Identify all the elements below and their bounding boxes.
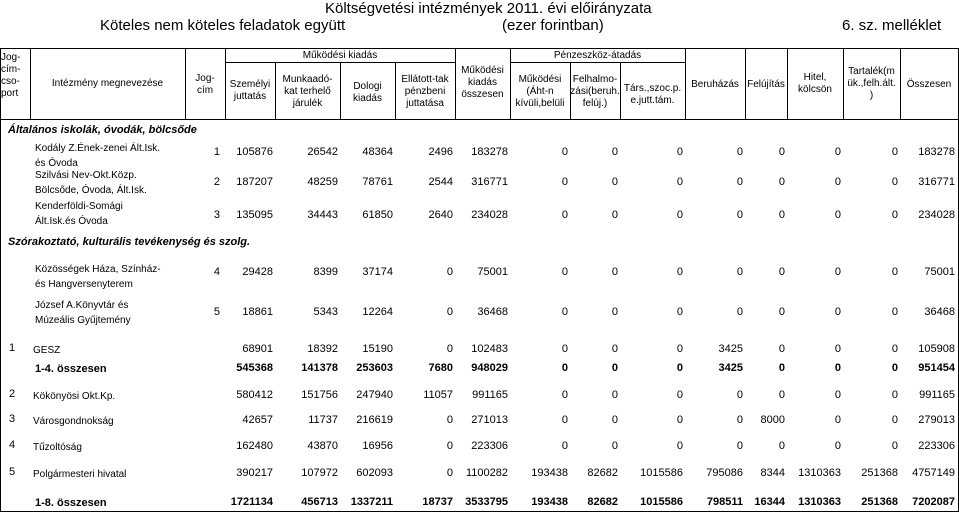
cell-value: 0 (736, 389, 743, 401)
cell-value: 0 (891, 176, 898, 188)
cell-value: 2640 (428, 209, 453, 221)
cell-value: 34443 (307, 209, 338, 221)
col-jogcimcsoport: Jog- cím- cso- port (1, 52, 21, 99)
cell-name: Közösségek Háza, Színház- és Hangversenyterem (35, 264, 161, 290)
cell-value: 0 (891, 343, 898, 355)
col-osszesen: Összesen (906, 79, 952, 90)
cell-value: 0 (611, 343, 618, 355)
cell-group: 2 (8, 388, 16, 400)
cell-value: 795086 (706, 467, 743, 479)
cell-value: 0 (676, 306, 683, 318)
cell-group: 4 (8, 439, 16, 451)
cell-jogcim: 1 (213, 146, 220, 158)
cell-value: 0 (778, 440, 785, 452)
cell-value: 0 (778, 209, 785, 221)
cell-value: 3425 (718, 362, 743, 374)
cell-value: 0 (611, 266, 618, 278)
cell-jogcim: 2 (213, 176, 220, 188)
cell-value: 135095 (236, 209, 273, 221)
cell-value: 0 (891, 440, 898, 452)
cell-value: 0 (676, 209, 683, 221)
cell-value: 456713 (301, 496, 338, 508)
cell-value: 75001 (477, 266, 508, 278)
cell-value: 0 (891, 306, 898, 318)
cell-value: 0 (891, 146, 898, 158)
cell-value: 193438 (531, 467, 568, 479)
cell-value: 78761 (362, 176, 393, 188)
cell-value: 0 (446, 414, 453, 426)
cell-name: Szilvási Nev-Okt.Közp. Bölcsőde, Óvoda, Ált.Isk. (35, 170, 147, 196)
col-hitel: Hitel, kölcsön (798, 72, 832, 95)
cell-value: 0 (611, 362, 618, 374)
col-tartalek: Tartalék(m ük.,felh.ált. ) (847, 66, 896, 101)
cell-value: 0 (611, 209, 618, 221)
cell-value: 61850 (362, 209, 393, 221)
cell-name: 1-4. összesen (35, 363, 107, 375)
cell-value: 0 (834, 176, 841, 188)
cell-value: 0 (561, 362, 568, 374)
cell-value: 798511 (706, 496, 743, 508)
section-label: Szórakoztató, kulturális tevékenység és szolg. (8, 236, 251, 248)
col-beruhazas: Beruházás (691, 79, 739, 90)
cell-value: 11057 (423, 389, 453, 401)
cell-value: 2544 (428, 176, 453, 188)
cell-value: 0 (834, 266, 841, 278)
cell-value: 0 (834, 362, 841, 374)
cell-value: 316771 (918, 176, 955, 188)
cell-value: 1337211 (350, 496, 393, 508)
cell-value: 279013 (918, 414, 955, 426)
cell-value: 0 (561, 414, 568, 426)
col-mukodesi-aht: Működési (Áht-n kívüli,belüli (515, 74, 565, 109)
cell-value: 141378 (301, 362, 338, 374)
cell-jogcim: 5 (213, 306, 220, 318)
cell-value: 0 (611, 414, 618, 426)
cell-value: 271013 (471, 414, 508, 426)
cell-value: 0 (778, 266, 785, 278)
cell-value: 105876 (236, 146, 273, 158)
appendix-label: 6. sz. melléklet (842, 17, 942, 34)
col-tars: Társ.,szoc.p. e.jutt.tám. (623, 83, 682, 106)
cell-value: 11737 (308, 414, 338, 426)
cell-value: 0 (446, 440, 453, 452)
cell-value: 82682 (587, 467, 618, 479)
cell-value: 48259 (307, 176, 338, 188)
cell-name: Kökönyösi Okt.Kp. (33, 391, 116, 402)
cell-value: 0 (676, 440, 683, 452)
cell-value: 0 (561, 306, 568, 318)
cell-value: 247940 (356, 389, 393, 401)
cell-value: 105908 (918, 343, 955, 355)
cell-value: 36468 (924, 306, 955, 318)
cell-value: 0 (676, 343, 683, 355)
col-mukodesi-kiadas: Működési kiadás (302, 50, 378, 61)
cell-value: 0 (561, 209, 568, 221)
cell-value: 16956 (362, 440, 393, 452)
cell-value: 15190 (362, 343, 393, 355)
cell-value: 545368 (236, 362, 273, 374)
cell-value: 951454 (918, 362, 955, 374)
cell-name: Polgármesteri hivatal (33, 469, 127, 480)
cell-value: 1100282 (465, 467, 508, 479)
cell-value: 0 (611, 306, 618, 318)
cell-value: 0 (891, 414, 898, 426)
cell-value: 0 (736, 176, 743, 188)
report-subtitle: Köteles nem köteles feladatok együtt (100, 17, 346, 34)
cell-value: 0 (611, 146, 618, 158)
cell-value: 251368 (861, 467, 898, 479)
col-ellatott: Ellátott-tak pénzbeni juttatása (401, 74, 449, 109)
cell-value: 7680 (428, 362, 453, 374)
cell-value: 8344 (760, 467, 785, 479)
col-jogcim: Jog- cím (195, 73, 215, 96)
cell-value: 0 (834, 414, 841, 426)
cell-value: 0 (676, 176, 683, 188)
cell-value: 1310363 (798, 496, 841, 508)
col-dologi: Dologi kiadás (353, 81, 382, 104)
cell-value: 37174 (362, 266, 393, 278)
cell-value: 0 (778, 306, 785, 318)
cell-name: Kodály Z.Ének-zenei Ált.Isk. és Óvoda (35, 143, 161, 169)
cell-value: 0 (736, 209, 743, 221)
cell-value: 0 (834, 146, 841, 158)
cell-value: 183278 (918, 146, 955, 158)
cell-value: 234028 (918, 209, 955, 221)
cell-value: 0 (446, 306, 453, 318)
currency-note: (ezer forintban) (502, 17, 604, 34)
cell-value: 107972 (301, 467, 338, 479)
cell-value: 193438 (531, 496, 568, 508)
col-szemelyi: Személyi juttatás (229, 79, 271, 102)
cell-value: 223306 (471, 440, 508, 452)
cell-name: GESZ (33, 345, 61, 356)
cell-value: 0 (834, 343, 841, 355)
cell-value: 0 (891, 209, 898, 221)
cell-value: 8399 (313, 266, 338, 278)
cell-value: 0 (834, 440, 841, 452)
cell-value: 29428 (242, 266, 273, 278)
cell-value: 0 (561, 343, 568, 355)
cell-value: 8000 (760, 414, 785, 426)
cell-value: 162480 (236, 440, 273, 452)
cell-value: 0 (778, 176, 785, 188)
col-felhalmozasi: Felhalmo- zási(beruh. felúj.) (570, 74, 620, 109)
cell-value: 0 (778, 389, 785, 401)
cell-value: 0 (834, 389, 841, 401)
cell-value: 0 (561, 266, 568, 278)
cell-value: 2496 (428, 146, 453, 158)
cell-value: 991165 (472, 389, 508, 401)
cell-value: 18392 (307, 343, 338, 355)
cell-value: 42657 (242, 414, 273, 426)
cell-value: 68901 (242, 343, 273, 355)
cell-jogcim: 4 (213, 266, 220, 278)
cell-value: 0 (736, 414, 743, 426)
cell-value: 580412 (236, 389, 273, 401)
cell-value: 1721134 (230, 496, 273, 508)
cell-value: 0 (736, 146, 743, 158)
cell-value: 234028 (471, 209, 508, 221)
cell-name: Városgondnokság (33, 416, 114, 427)
cell-value: 0 (676, 414, 683, 426)
cell-value: 36468 (477, 306, 508, 318)
cell-value: 183278 (471, 146, 508, 158)
cell-value: 18861 (242, 306, 273, 318)
cell-group: 3 (8, 413, 16, 425)
cell-value: 0 (778, 146, 785, 158)
cell-value: 26542 (307, 146, 338, 158)
cell-value: 3533795 (465, 496, 508, 508)
cell-value: 948029 (471, 362, 508, 374)
cell-value: 216619 (356, 414, 393, 426)
cell-name: Tűzoltóság (33, 442, 82, 453)
cell-jogcim: 3 (213, 209, 220, 221)
cell-value: 18737 (422, 496, 453, 508)
cell-value: 0 (676, 146, 683, 158)
cell-value: 0 (676, 389, 683, 401)
cell-value: 0 (611, 440, 618, 452)
cell-value: 16344 (754, 496, 785, 508)
cell-value: 0 (446, 266, 453, 278)
cell-value: 0 (561, 146, 568, 158)
cell-value: 12264 (362, 306, 393, 318)
cell-value: 75001 (924, 266, 955, 278)
col-munkaado: Munkaadó- kat terhelő járulék (282, 74, 333, 109)
cell-value: 0 (891, 362, 898, 374)
cell-value: 102483 (471, 343, 508, 355)
cell-value: 48364 (362, 146, 393, 158)
section-label: Általános iskolák, óvodák, bölcsőde (8, 124, 197, 136)
cell-value: 0 (446, 343, 453, 355)
cell-value: 7202087 (912, 496, 955, 508)
cell-group: 5 (8, 466, 16, 478)
cell-value: 253603 (356, 362, 393, 374)
cell-value: 4757149 (912, 467, 955, 479)
cell-value: 0 (561, 176, 568, 188)
cell-value: 187207 (236, 176, 273, 188)
cell-value: 0 (778, 362, 785, 374)
cell-value: 3425 (718, 343, 743, 355)
cell-value: 1015586 (640, 467, 683, 479)
cell-value: 0 (778, 343, 785, 355)
cell-group: 1 (8, 342, 16, 354)
cell-value: 1015586 (640, 496, 683, 508)
cell-name: Kenderföldi-Somági Ált.Isk.és Óvoda (35, 201, 123, 227)
cell-value: 390217 (236, 467, 273, 479)
cell-value: 223306 (918, 440, 955, 452)
cell-value: 43870 (307, 440, 338, 452)
cell-value: 0 (611, 389, 618, 401)
cell-value: 0 (676, 266, 683, 278)
cell-value: 0 (891, 266, 898, 278)
cell-value: 0 (834, 306, 841, 318)
cell-value: 0 (676, 362, 683, 374)
cell-name: József A.Könyvtár és Múzeális Gyűjtemény (35, 300, 131, 326)
col-felujitas: Felújítás (747, 79, 785, 90)
cell-value: 82682 (587, 496, 618, 508)
cell-value: 0 (611, 176, 618, 188)
col-penzeszkoz: Pénzeszköz-átadás (553, 50, 642, 61)
cell-value: 251368 (861, 496, 898, 508)
cell-name: 1-8. összesen (35, 497, 107, 509)
cell-value: 1310363 (798, 467, 841, 479)
cell-value: 0 (446, 467, 453, 479)
cell-value: 0 (561, 440, 568, 452)
cell-value: 5343 (313, 306, 338, 318)
col-intezmeny: Intézmény megnevezése (51, 78, 164, 89)
cell-value: 602093 (356, 467, 393, 479)
cell-value: 0 (736, 266, 743, 278)
cell-value: 0 (736, 440, 743, 452)
cell-value: 316771 (471, 176, 508, 188)
cell-value: 151756 (301, 389, 338, 401)
cell-value: 991165 (919, 389, 955, 401)
cell-value: 0 (736, 306, 743, 318)
cell-value: 0 (834, 209, 841, 221)
col-mukodesi-osszesen: Működési kiadás összesen (461, 65, 504, 100)
cell-value: 0 (561, 389, 568, 401)
report-title: Költségvetési intézmények 2011. évi előirányzata (325, 0, 652, 17)
cell-value: 0 (891, 389, 898, 401)
